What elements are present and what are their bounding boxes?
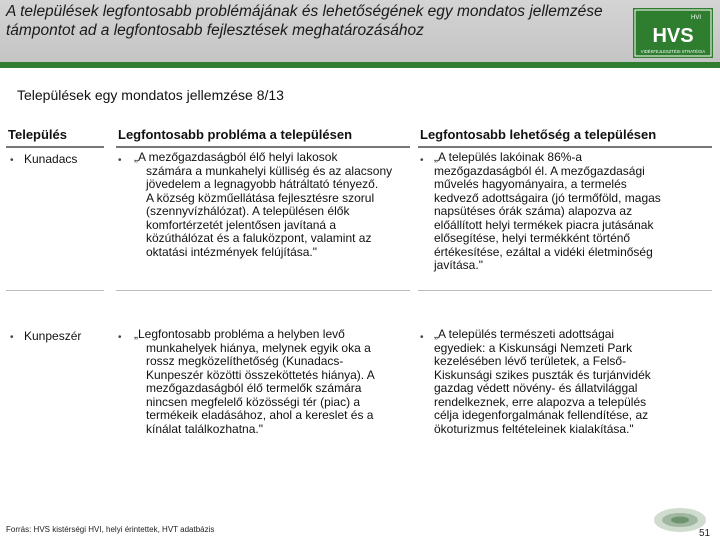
logo-top-text: HVI [691, 15, 702, 21]
bullet-icon: • [118, 155, 122, 166]
text-line: kedvező adottságaira (jó termőföld, magas [434, 190, 661, 205]
text-line: művelés hagyományaira, a termelés [434, 177, 627, 191]
opportunity-text [434, 328, 712, 436]
text-line: komfortérzetét jelentősen javítaná a [146, 217, 337, 232]
text-line: termékeik eladásához, ahol a kereslet és a [146, 408, 374, 422]
opportunity-text [434, 151, 712, 273]
text-line: mezőgazdaságból él. A mezőgazdasági [434, 163, 645, 178]
logo-text: HVS [652, 25, 694, 47]
text-line: javítása." [434, 258, 483, 272]
problem-text [134, 328, 410, 436]
town-name: Kunpeszér [24, 329, 82, 343]
source-note: Forrás: HVS kistérségi HVI, helyi érintettek, HVT adatbázis [6, 525, 215, 534]
slide-title: A települések legfontosabb problémájának és lehetőségének egy mondatos jellemzése támpontot ad a legfontosabb fejlesztések meghatározásához [6, 3, 603, 39]
town-name: Kunadacs [24, 152, 78, 166]
hvs-logo [633, 8, 713, 58]
text-line: Kunpeszér közötti összeköttetés hiánya). A [146, 367, 375, 382]
text-line: (szennyvízhálózat). A településen élők [146, 204, 350, 218]
text-line: „A település természeti adottságai [434, 327, 615, 341]
text-line: ökoturizmus feltételeinek kialakítása." [434, 421, 634, 436]
bullet-icon: • [420, 332, 424, 343]
text-line: „A település lakóinak 86%-a [434, 150, 583, 164]
problem-text [134, 151, 410, 259]
text-line: mezőgazdaságból élő termelők számára [146, 381, 362, 395]
text-line: közúthálózat és a faluközpont, valamint az [146, 231, 372, 245]
text-line: kínálat találkozhatna." [146, 421, 263, 436]
header-underline [418, 146, 712, 148]
bullet-icon: • [10, 332, 14, 343]
text-line: előállított helyi termékek piacra jutásának [434, 217, 654, 232]
bullet-icon: • [420, 155, 424, 166]
text-line: célja idegenforgalmának fellendítése, az [434, 408, 649, 422]
text-line: oktatási intézmények felújítása." [146, 244, 318, 259]
bullet-icon: • [118, 332, 122, 343]
text-line: napsütéses órák száma) alapozva az [434, 204, 633, 218]
page-number: 51 [699, 528, 711, 539]
column-header-problem: Legfontosabb probléma a településen [118, 127, 353, 142]
row-divider [116, 290, 410, 291]
text-line: jövedelem a legnagyobb hátráltató tényező. [146, 177, 379, 191]
header-band [0, 0, 720, 62]
text-line: rendelkeznek, erre alapozva a település [434, 394, 647, 409]
text-line: egyediek: a Kiskunsági Nemzeti Park [434, 340, 633, 355]
row-divider [6, 290, 104, 291]
text-line: Kiskunsági szikes puszták és turjánvidék [434, 367, 651, 382]
text-line: értékesítése, ezáltal a vidéki életminőség [434, 244, 653, 259]
text-line: kezelésében lévő területek, a Felső- [434, 354, 627, 368]
accent-bar [0, 62, 720, 68]
column-header-opportunity: Legfontosabb lehetőség a településen [420, 127, 657, 142]
text-line: munkahelyek hiánya, melynek egyik oka a [146, 340, 371, 355]
text-line: nincsen megfelelő közösségi tér (piac) a [146, 394, 361, 409]
text-line: A község közműellátása fejlesztésre szorul [146, 190, 375, 205]
text-line: elősegítése, helyi termékként történő [434, 231, 631, 245]
header-underline [6, 146, 104, 148]
text-line: rossz megközelíthetőség (Kunadacs- [146, 354, 344, 368]
logo-subtitle: VIDÉKFEJLESZTÉSI STRATÉGIA [640, 49, 706, 54]
text-line: „A mezőgazdaságból élő helyi lakosok [134, 150, 338, 164]
bullet-icon: • [10, 155, 14, 166]
text-line: „Legfontosabb probléma a helyben levő [134, 327, 345, 341]
text-line: gazdag védett növény- és állatvilággal [434, 381, 638, 395]
header-underline [116, 146, 410, 148]
text-line: számára a munkahelyi külliség és az alacsony [146, 163, 393, 178]
column-header-town: Település [8, 127, 68, 142]
row-divider [418, 290, 712, 291]
section-subtitle: Települések egy mondatos jellemzése 8/13 [17, 87, 284, 103]
